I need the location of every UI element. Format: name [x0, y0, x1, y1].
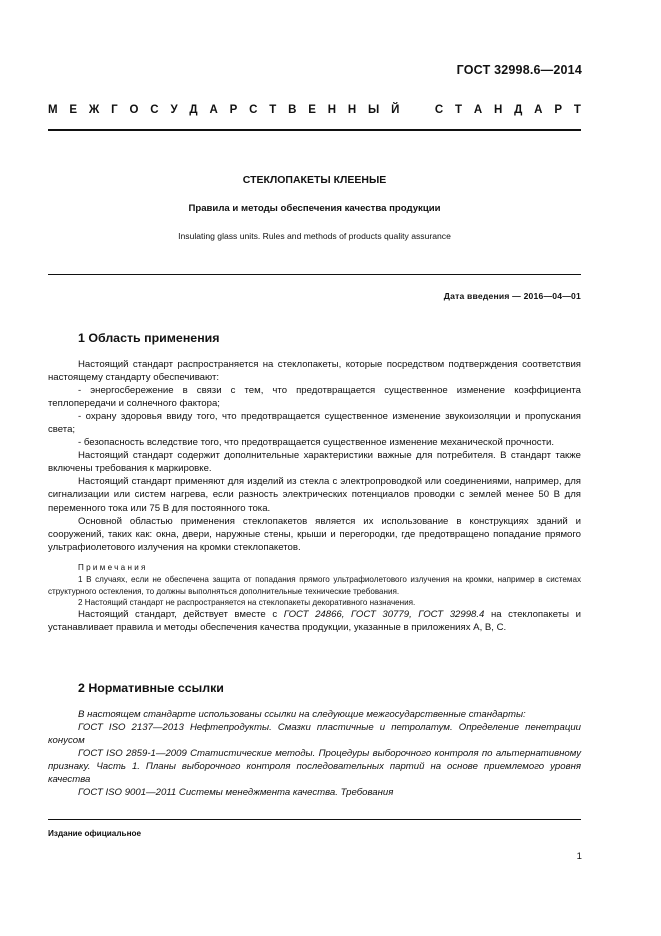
- banner-letter: Р: [554, 104, 562, 116]
- banner-letter: Ж: [88, 104, 100, 116]
- header-divider: [48, 129, 581, 131]
- banner-letter: С: [150, 104, 159, 116]
- banner-letter: Г: [111, 104, 118, 116]
- banner-letter: Т: [269, 104, 277, 116]
- notes-heading: Примечания: [78, 562, 148, 572]
- banner-letter: Е: [308, 104, 316, 116]
- banner-letter: В: [288, 104, 297, 116]
- banner-letter: Р: [229, 104, 238, 116]
- document-subtitle: Правила и методы обеспечения качества продукции: [188, 203, 441, 214]
- page-number: 1: [576, 851, 582, 862]
- list-item: - охрану здоровья ввиду того, что предотвращается существенное изменение звукоизоляции и пропускания света;: [48, 411, 581, 436]
- banner-letter: Н: [347, 104, 357, 116]
- banner-letter: С: [249, 104, 258, 116]
- interstate-standard-banner: [48, 104, 581, 116]
- standard-references: ГОСТ 24866, ГОСТ 30779, ГОСТ 32998.4: [283, 609, 485, 621]
- paragraph: [48, 608, 581, 634]
- title-divider: [48, 274, 581, 275]
- banner-letter: Д: [514, 104, 523, 116]
- official-edition-label: Издание официальное: [48, 829, 142, 838]
- paragraph: Настоящий стандарт содержит дополнительные характеристики важные для потребителя. В стандарт также включены требования к маркировке.: [48, 450, 581, 475]
- banner-letter: С: [434, 104, 444, 116]
- paragraph: Настоящий стандарт применяют для изделий из стекла с электропроводкой или соединениями, например, для сигнализации или систем нагрева, если разность электрических потенциалов проводки с землей менее 50 В для переменного тока или 75 В для постоянного тока.: [48, 476, 581, 514]
- banner-letter: Т: [573, 104, 581, 116]
- banner-letter: О: [129, 104, 139, 116]
- banner-letter: Е: [69, 104, 78, 116]
- document-title: СТЕКЛОПАКЕТЫ КЛЕЕНЫЕ: [242, 174, 387, 186]
- banner-letter: М: [48, 104, 58, 116]
- paragraph: Основной областью применения стеклопакетов является их использование в конструкциях зданий и сооружений, таких как: окна, двери, наружные стены, крыши и перегородки, где предотвращено попадание прямого ультрафиолетового излучения на кромки стеклопакетов.: [48, 515, 581, 553]
- reference-item: ГОСТ ISO 2859-1—2009 Статистические методы. Процедуры выборочного контроля по альтернативному признаку. Часть 1. Планы выборочного контроля последовательных партий на основе приемлемого уровня качества: [48, 748, 581, 786]
- banner-letter: У: [170, 104, 178, 116]
- paragraph-text: Настоящий стандарт, действует вместе с: [78, 609, 284, 621]
- footer-divider: [48, 819, 581, 820]
- section-scope: [48, 330, 581, 634]
- standard-number: ГОСТ 32998.6—2014: [456, 63, 582, 77]
- banner-letter: Й: [391, 104, 400, 116]
- banner-letter: Ы: [368, 104, 380, 116]
- note-item: 1 В случаях, если не обеспечена защита от попадания прямого ультрафиолетового излучения на кромки, например в системах структурного остекления, то должны выполняться дополнительные технические требования.: [48, 575, 581, 596]
- note-item: 2 Настоящий стандарт не распространяется на стеклопакеты декоративного назначения.: [78, 597, 416, 607]
- paragraph: В настоящем стандарте использованы ссылки на следующие межгосударственные стандарты:: [78, 709, 526, 720]
- english-title: Insulating glass units. Rules and methods of products quality assurance: [178, 231, 451, 241]
- requirements-list: [48, 384, 581, 449]
- paragraph: Настоящий стандарт распространяется на стеклопакеты, которые посредством подтверждения соответствия настоящему стандарту обеспечивают:: [48, 359, 581, 384]
- section-normative-references: [48, 680, 581, 799]
- banner-letter: А: [534, 104, 543, 116]
- reference-item: ГОСТ ISO 9001—2011 Системы менеджмента качества. Требования: [78, 787, 394, 799]
- notes-block: [48, 562, 581, 609]
- banner-letter: Н: [327, 104, 337, 116]
- banner-letter: Д: [189, 104, 198, 116]
- reference-item: ГОСТ ISO 2137—2013 Нефтепродукты. Смазки пластичные и петролатум. Определение пенетрации конусом: [48, 722, 581, 747]
- banner-letter: А: [209, 104, 218, 116]
- paragraph-text: на стеклопакеты и устанавливает правила и методы обеспечения качества продукции, указанные в приложениях А, В, С.: [48, 609, 581, 634]
- section-heading: 2 Нормативные ссылки: [78, 681, 224, 695]
- banner-letter: Т: [455, 104, 463, 116]
- introduction-date: Дата введения — 2016—04—01: [443, 291, 581, 301]
- list-item: - энергосбережение в связи с тем, что предотвращается существенное изменение коэффициента теплопередачи и солнечного фактора;: [48, 385, 581, 410]
- banner-letter: Н: [494, 104, 503, 116]
- banner-letter: А: [473, 104, 483, 116]
- section-heading: 1 Область применения: [78, 331, 220, 345]
- list-item: - безопасность вследствие того, что предотвращается существенное изменение механической прочности.: [78, 437, 555, 449]
